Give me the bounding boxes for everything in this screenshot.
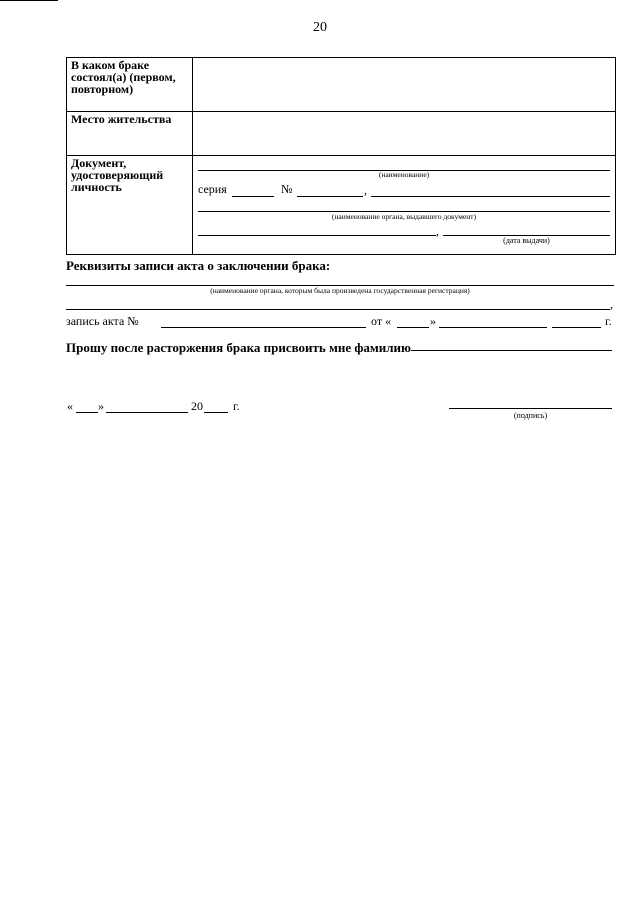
marriage-label: В каком браке состоял(а) (первом, повторном) — [67, 58, 193, 111]
registration-body-continuation-line[interactable] — [66, 309, 610, 310]
series-label: серия — [198, 182, 227, 196]
date-close-quote: » — [98, 399, 104, 413]
act-year-line[interactable] — [552, 327, 601, 328]
identity-document-row — [67, 156, 615, 254]
sign-month-line[interactable] — [106, 412, 188, 413]
act-number-line[interactable] — [161, 327, 366, 328]
act-month-line[interactable] — [439, 327, 547, 328]
series-line[interactable] — [232, 196, 274, 197]
number-line[interactable] — [297, 196, 363, 197]
sign-year-line[interactable] — [204, 412, 228, 413]
residence-row — [67, 112, 615, 156]
marriage-field[interactable] — [193, 58, 615, 111]
identity-document-label: Документ, удостоверяющий личность — [67, 156, 193, 254]
record-heading: Реквизиты записи акта о заключении брака: — [66, 258, 331, 273]
issuer-caption: (наименование органа, выдавшего документ) — [331, 212, 477, 221]
identity-document-fields — [193, 156, 615, 254]
act-date-from-label: от « — [371, 314, 392, 328]
registration-comma: , — [610, 297, 613, 311]
sign-day-line[interactable] — [76, 412, 98, 413]
issuer-continuation-line[interactable] — [198, 235, 436, 236]
sign-year-suffix: г. — [233, 399, 240, 413]
date-open-quote: « — [67, 399, 73, 413]
act-day-line[interactable] — [397, 327, 429, 328]
signature-line[interactable] — [449, 408, 612, 409]
applicant-info-table — [66, 57, 616, 255]
residence-field[interactable] — [193, 112, 615, 155]
registration-body-caption: (наименование органа, которым была произведена государственная регистрация) — [210, 286, 470, 295]
surname-request-text: Прошу после расторжения брака присвоить мне фамилию — [66, 340, 411, 355]
document-extra-line[interactable] — [371, 196, 610, 197]
issue-date-caption: (дата выдачи) — [503, 236, 550, 245]
new-surname-line[interactable] — [411, 350, 612, 351]
number-label: № — [281, 182, 293, 196]
signature-caption: (подпись) — [513, 411, 548, 420]
residence-label: Место жительства — [67, 112, 193, 155]
act-date-close-quote: » — [430, 314, 436, 328]
issuer-comma: , — [436, 224, 439, 238]
marriage-row — [67, 58, 615, 112]
act-year-suffix: г. — [605, 314, 612, 328]
document-name-caption: (наименование) — [378, 170, 430, 179]
sign-year-century: 20 — [191, 399, 203, 413]
corner-mark-line — [0, 0, 58, 1]
act-record-label: запись акта № — [66, 314, 139, 328]
page-number: 20 — [313, 20, 327, 35]
number-comma: , — [364, 183, 367, 197]
